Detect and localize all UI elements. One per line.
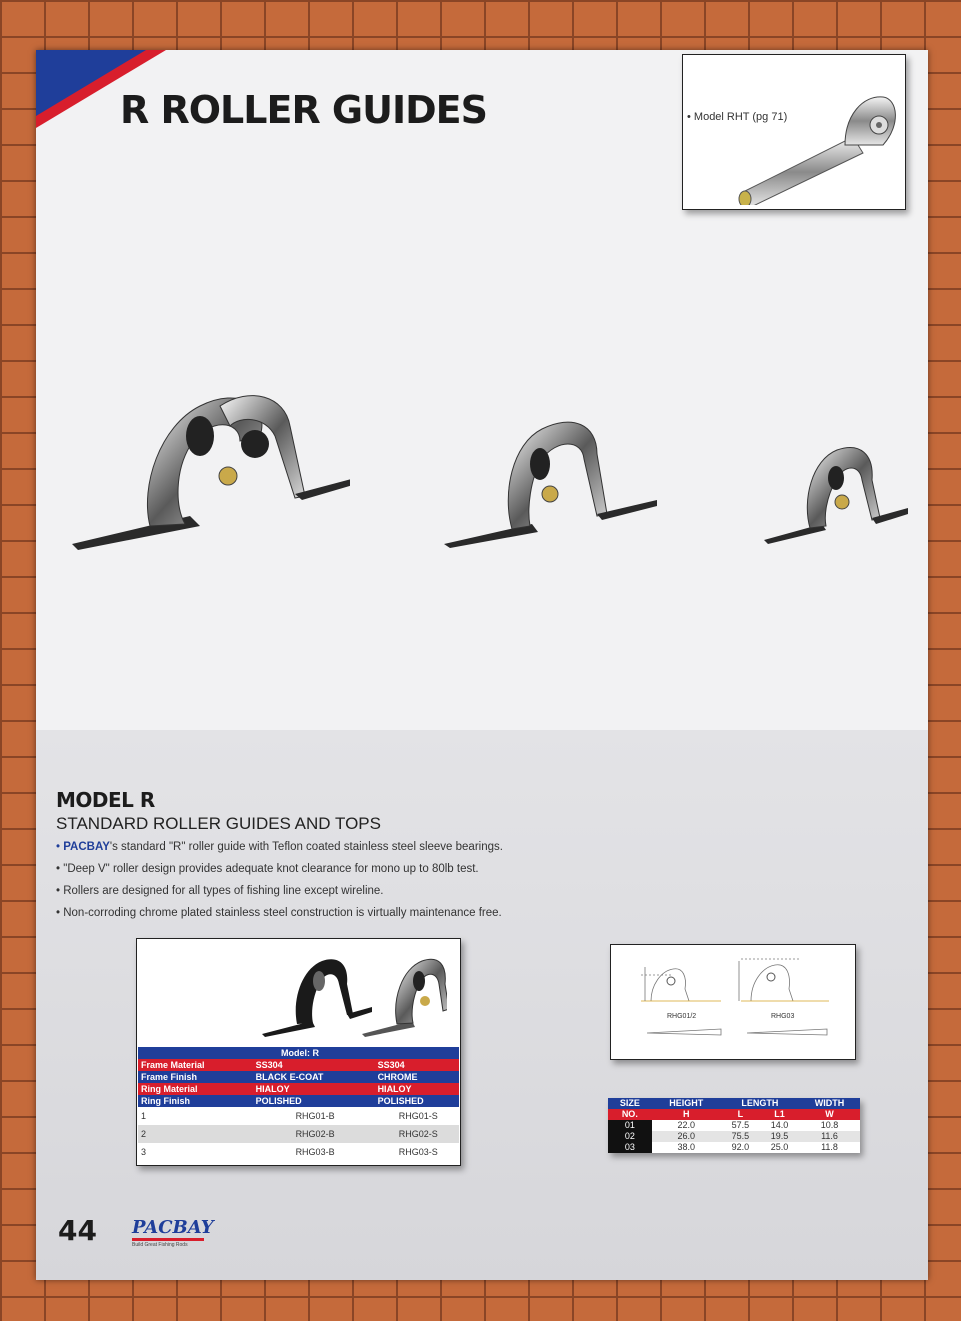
table-row: 3 RHG03-B RHG03-S: [141, 1147, 438, 1157]
small-roller-guide-image: [762, 440, 912, 550]
catalog-page: [36, 50, 928, 1280]
logo-tagline: Build Great Fishing Rods: [132, 1242, 188, 1248]
table-row: 02 26.0 75.5 19.5 11.6: [608, 1131, 860, 1142]
size-table: SIZE HEIGHT LENGTH WIDTH NO. H L L1 W 01 22.0 57.5 14.0 10.8 02 26.0 75.5 19.5 11.6 03 38.0 92.0 25.0 11.8: [608, 1098, 860, 1153]
page-number: 44: [58, 1214, 97, 1247]
table-row: 01 22.0 57.5 14.0 10.8: [608, 1120, 860, 1131]
diagram-caption-right: RHG03: [771, 1013, 795, 1020]
spec-table: Model: R Frame Material SS304 SS304 Frame Finish BLACK E-COAT CHROME Ring Material HIALOY HIALOY Ring Finish POLISHED POLISHED 1 RHG01-B RHG01-S 2 RHG02-B RHG02-S 3 RHG03-B RHG03-S: [138, 1047, 459, 1161]
model-subheading: STANDARD ROLLER GUIDES AND TOPS: [56, 814, 381, 833]
page-title: R ROLLER GUIDES: [120, 88, 487, 132]
guide-pair-image: [257, 949, 447, 1039]
dimension-diagram: [610, 944, 856, 1060]
table-row: 1 RHG01-B RHG01-S: [141, 1111, 438, 1121]
spec-table-header: Model: R: [138, 1047, 459, 1059]
brand-name: PACBAY: [63, 841, 110, 853]
reference-box: [682, 54, 906, 210]
dimension-drawing: [611, 945, 855, 1059]
guide-photos: [36, 350, 928, 610]
large-roller-guide-image: [70, 366, 350, 556]
feature-item: • Non-corroding chrome plated stainless steel construction is virtually maintenance free.: [56, 902, 503, 924]
feature-list: [56, 836, 503, 924]
pacbay-logo: PACBAY Build Great Fishing Rods: [132, 1217, 214, 1248]
spec-table-panel: [136, 938, 461, 1166]
medium-roller-guide-image: [442, 414, 672, 554]
feature-item: • PACBAY's standard "R" roller guide with Teflon coated stainless steel sleeve bearings.: [56, 836, 503, 858]
diagram-caption-left: RHG01/2: [667, 1013, 697, 1020]
logo-underline: [132, 1238, 204, 1241]
feature-item: • Rollers are designed for all types of fishing line except wireline.: [56, 880, 503, 902]
roller-top-image: [733, 75, 903, 205]
reference-label: • Model RHT (pg 71): [687, 111, 788, 123]
model-heading: MODEL R: [56, 788, 155, 812]
table-row: 2 RHG02-B RHG02-S: [138, 1125, 459, 1143]
feature-item: • "Deep V" roller design provides adequate knot clearance for mono up to 80lb test.: [56, 858, 503, 880]
table-row: 03 38.0 92.0 25.0 11.8: [608, 1142, 860, 1153]
